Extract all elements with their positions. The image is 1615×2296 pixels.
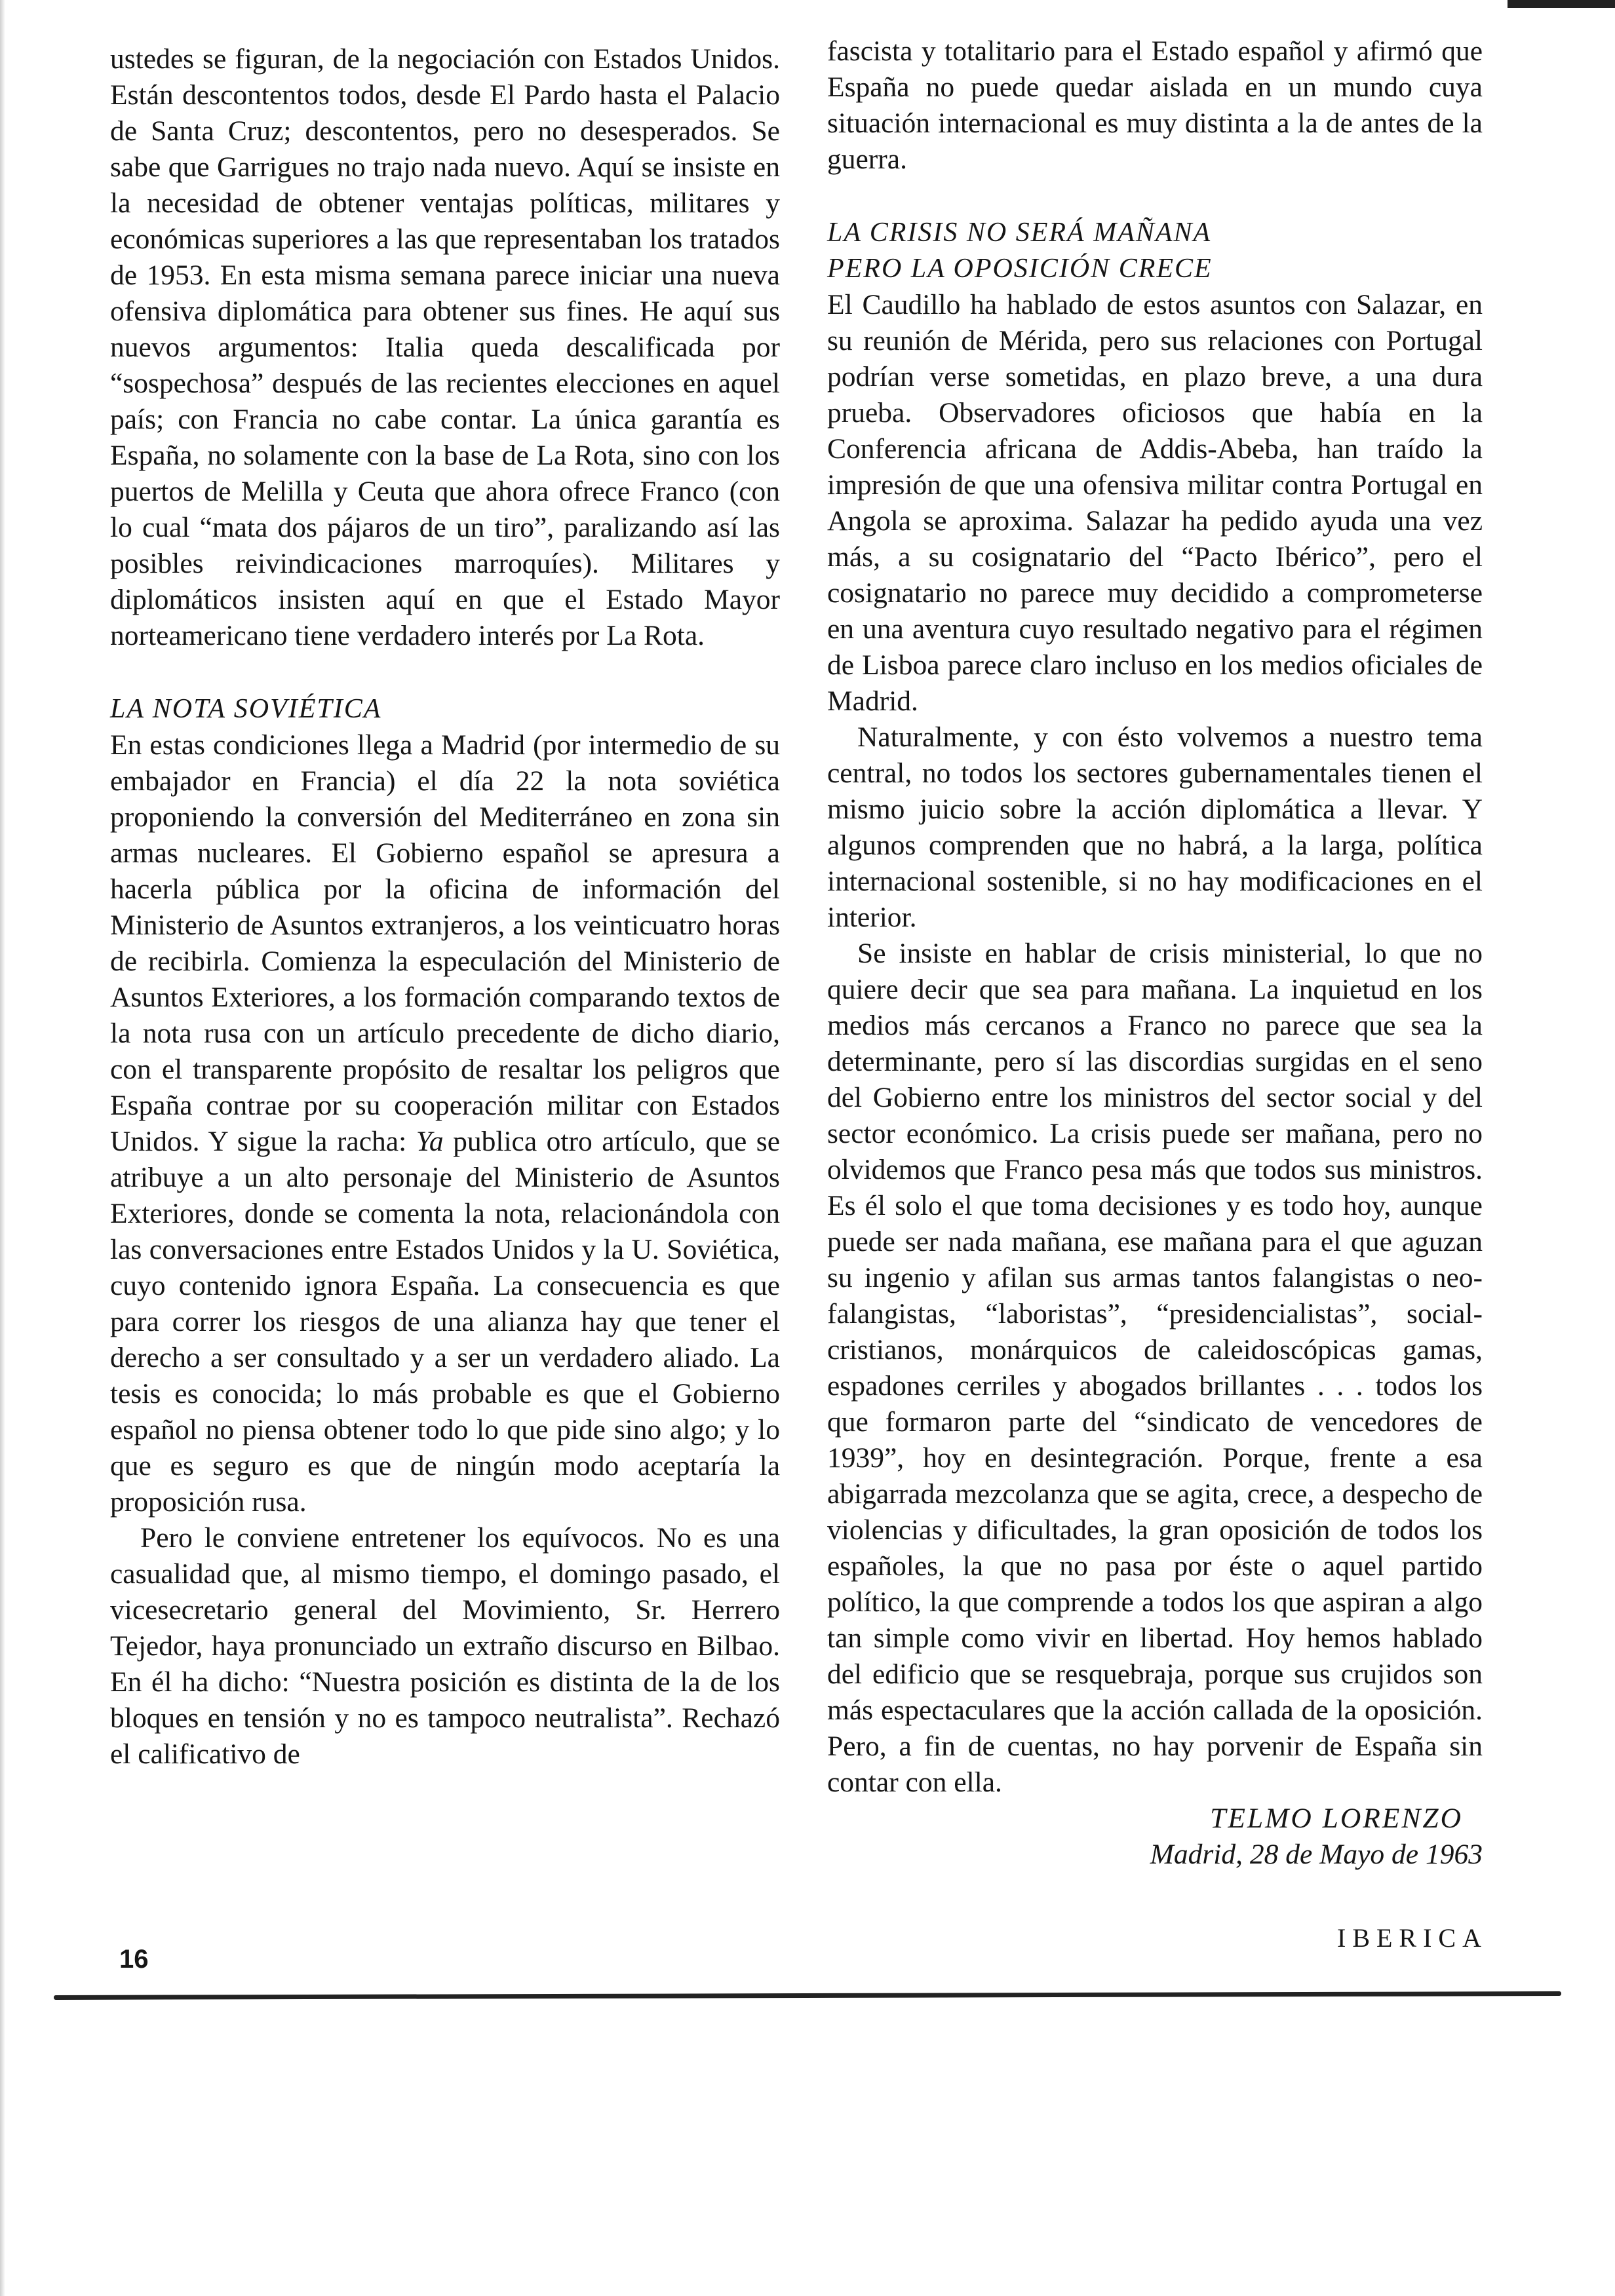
- section-heading-crisis-line-1: LA CRISIS NO SERÁ MAÑANA: [827, 218, 1212, 248]
- author-signature: TELMO LORENZO: [1210, 1803, 1463, 1834]
- magazine-name: IBERICA: [1337, 1923, 1488, 1953]
- right-column: [827, 33, 1483, 1873]
- section-heading-nota-sovietica: LA NOTA SOVIÉTICA: [110, 694, 382, 724]
- section-heading-crisis-line-2: PERO LA OPOSICIÓN CRECE: [827, 254, 1213, 284]
- right-paragraph-3: Naturalmente, y con ésto volvemos a nuestro tema central, no todos los sectores gubernamentales tienen el mismo juicio sobre la acción diplomática a llevar. Y algunos comprenden que no habrá, a la larga, política internacional sostenible, si no hay modificaciones en el interior.: [827, 721, 1483, 933]
- scan-edge-shadow: [0, 0, 5, 2296]
- left-paragraph-3: Pero le conviene entretener los equívocos. No es una casualidad que, al mismo tiempo, el domingo pasado, el vicesecretario general del Movimiento, Sr. Herrero Tejedor, haya pronunciado un extraño discurso en Bilbao. En él ha dicho: “Nuestra posición es distinta de la de los bloques en tensión y no es tampoco neutralista”. Rechazó el calificativo de: [110, 1522, 780, 1770]
- left-paragraph-2-part-b: publica otro artículo, que se atribuye a un alto personaje del Ministerio de Asuntos Exteriores, donde se comenta la nota, relacionándola con las conversaciones entre Estados Unidos y la U. Soviética, cuyo contenido ignora España. La consecuencia es que para correr los riesgos de una alianza hay que tener el derecho a ser consultado y a ser un verdadero aliado. La tesis es conocida; lo más probable es que el Gobierno español no piensa obtener todo lo que pide sino algo; y lo que es seguro es que de ningún modo aceptaría la proposición rusa.: [110, 1126, 781, 1518]
- left-paragraph-1: ustedes se figuran, de la negociación con Estados Unidos. Están descontentos todos, desde El Pardo hasta el Palacio de Santa Cruz; descontentos, pero no desesperados. Se sabe que Garrigues no trajo nada nuevo. Aquí se insiste en la necesidad de obtener ventajas políticas, militares y económicas superiores a las que representaban los tratados de 1953. En esta misma semana parece iniciar una nueva ofensiva diplomática para obtener sus fines. He aquí sus nuevos argumentos: Italia queda descalificada por “sospechosa” después de las recientes elecciones en aquel país; con Francia no cabe contar. La única garantía es España, no solamente con la base de La Rota, sino con los puertos de Melilla y Ceuta que ahora ofrece Franco (con lo cual “mata dos pájaros de un tiro”, paralizando así las posibles reivindicaciones marroquíes). Militares y diplomáticos insisten aquí en que el Estado Mayor norteamericano tiene verdadero interés por La Rota.: [110, 43, 780, 651]
- footer-rule: [54, 1991, 1561, 2000]
- page-number: 16: [119, 1945, 149, 1974]
- right-paragraph-1: fascista y totalitario para el Estado español y afirmó que España no puede quedar aislada en un mundo cuya situación internacional es muy distinta a la de antes de la guerra.: [827, 35, 1483, 175]
- right-paragraph-2: El Caudillo ha hablado de estos asuntos con Salazar, en su reunión de Mérida, pero sus relaciones con Portugal podrían verse sometidas, en plazo breve, a una dura prueba. Observadores oficiosos que había en la Conferencia africana de Addis-Abeba, han traído la impresión de que una ofensiva militar contra Portugal en Angola se aproxima. Salazar ha pedido ayuda una vez más, a su cosignatario del “Pacto Ibérico”, pero el cosignatario no parece muy decidido a comprometerse en una aventura cuyo resultado negativo para el régimen de Lisboa parece claro incluso en los medios oficiales de Madrid.: [827, 289, 1483, 717]
- top-edge-rule: [1508, 0, 1615, 8]
- left-paragraph-2-part-a: En estas condiciones llega a Madrid (por intermedio de su embajador en Francia) el día 22 la nota soviética proponiendo la conversión del Mediterráneo en zona sin armas nucleares. El Gobierno español se apresura a hacerla pública por la oficina de información del Ministerio de Asuntos extranjeros, a los veinticuatro horas de recibirla. Comienza la especulación del Ministerio de Asuntos Exteriores, a los formación comparando textos de la nota rusa con un artículo precedente de dicho diario, con el transparente propósito de resaltar los peligros que España contrae por su cooperación militar con Estados Unidos. Y sigue la racha:: [110, 729, 780, 1157]
- left-column: [110, 41, 780, 1772]
- right-paragraph-4: Se insiste en hablar de crisis ministerial, lo que no quiere decir que sea para mañana. La inquietud en los medios más cercanos a Franco no parece que sea la determinante, pero sí las discordias surgidas en el seno del Gobierno entre los ministros del sector social y del sector económico. La crisis puede ser mañana, pero no olvidemos que Franco pesa más que todos sus ministros. Es él solo el que toma decisiones y es todo hoy, aunque puede ser nada mañana, ese mañana para el que aguzan su ingenio y afilan sus armas tantos falangistas o neo-falangistas, “laboristas”, “presidencialistas”, social-cristianos, monárquicos de caleidoscópicas gamas, espadones cerriles y abogados brillantes . . . todos los que formaron parte del “sindicato de vencedores de 1939”, hoy en desintegración. Porque, frente a esa abigarrada mezcolanza que se agita, crece, a despecho de violencias y dificultades, la gran oposición de todos los españoles, la que no pasa por éste o aquel partido político, la que comprende a todos los que aspiran a algo tan simple como vivir en libertad. Hoy hemos hablado del edificio que se resquebraja, porque sus crujidos son más espectaculares que la acción callada de la oposición. Pero, a fin de cuentas, no hay porvenir de España sin contar con ella.: [827, 938, 1483, 1798]
- publication-name-ya: Ya: [416, 1126, 444, 1157]
- dateline: Madrid, 28 de Mayo de 1963: [1150, 1839, 1483, 1870]
- left-paragraph-2: [110, 727, 780, 1520]
